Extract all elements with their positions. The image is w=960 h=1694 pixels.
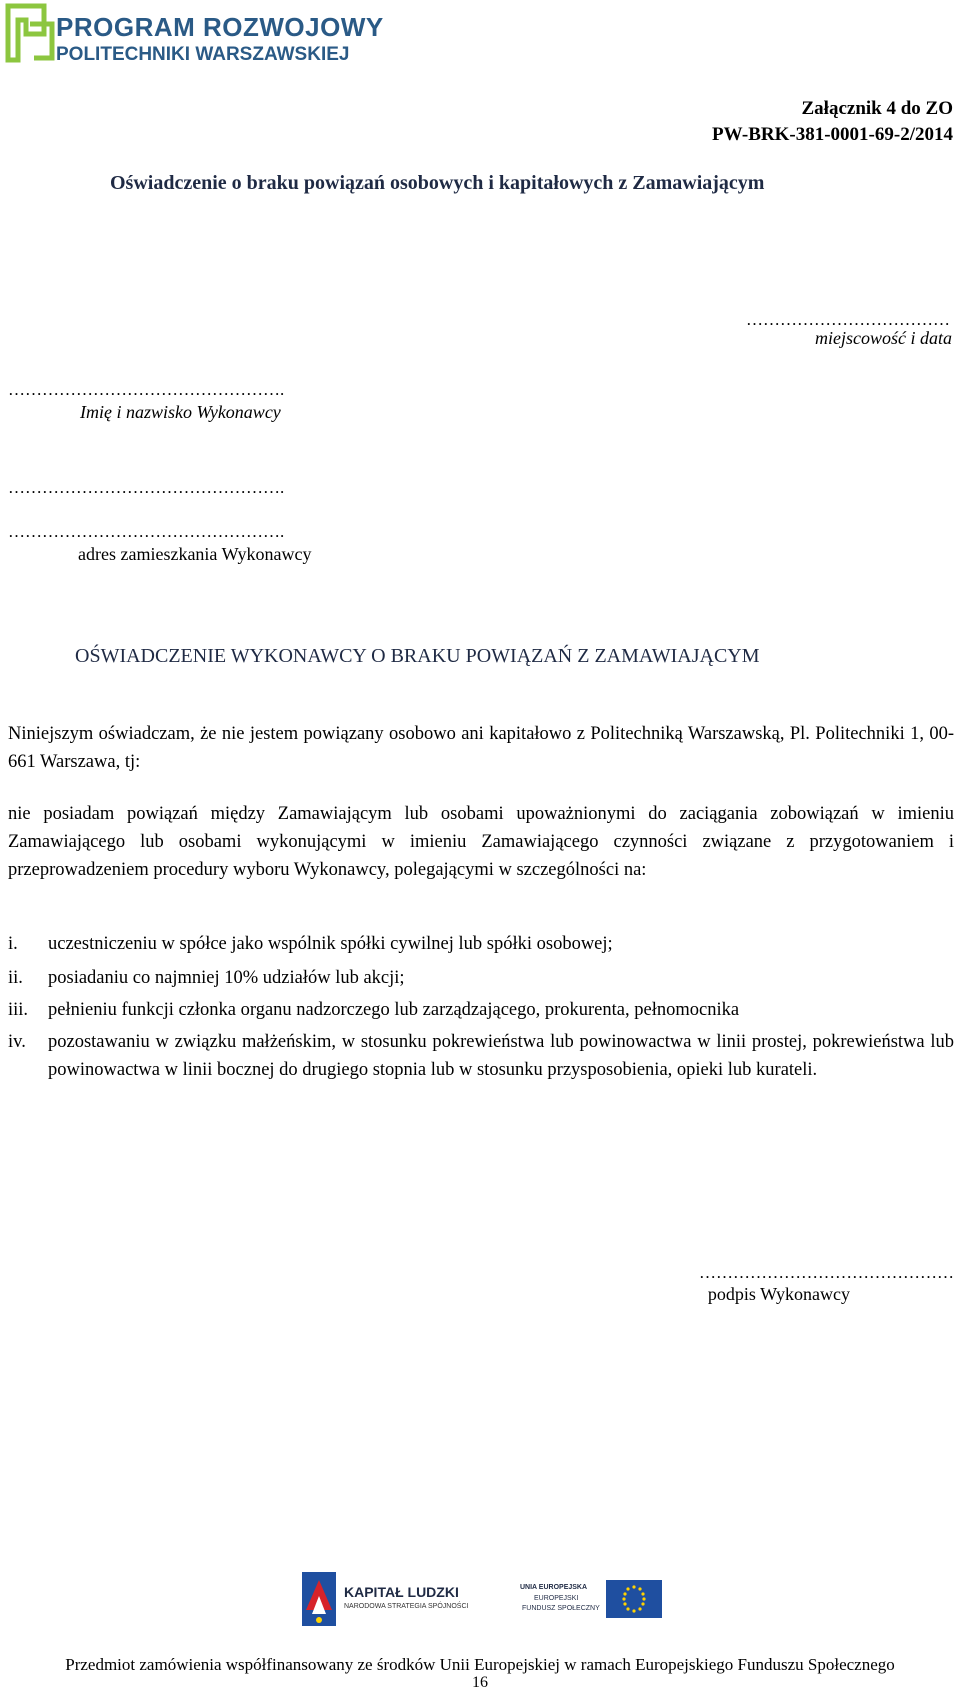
logo-mark-icon: [4, 2, 56, 64]
logo-subtitle: POLITECHNIKI WARSZAWSKIEJ: [56, 44, 350, 65]
place-date-line: ………………………………: [746, 310, 950, 329]
list-item-text: pełnieniu funkcji członka organu nadzorczego lub zarządzającego, prokurenta, pełnomocnika: [48, 1000, 740, 1020]
list-item-number: iii.: [8, 1000, 29, 1020]
statement-paragraph-2: nie posiadam powiązań między Zamawiającym lub osobami upoważnionymi do zaciągania zobowiązań w imieniu Zamawiającego lub osobami wykonującymi w imieniu Zamawiającego czynności związane z przygotowaniem i przeprowadzeniem procedury wyboru Wykonawcy, polegającymi w szczególności na:: [8, 804, 954, 880]
list-item-text: uczestniczeniu w spółce jako wspólnik spółki cywilnej lub spółki osobowej;: [48, 934, 613, 954]
list-item-number: i.: [8, 934, 18, 954]
statement-heading: OŚWIADCZENIE WYKONAWCY O BRAKU POWIĄZAŃ Z ZAMAWIAJĄCYM: [75, 645, 760, 667]
kapital-ludzki-title: KAPITAŁ LUDZKI: [344, 1584, 459, 1600]
kapital-ludzki-emblem-icon: [298, 1570, 340, 1628]
contractor-name-label: Imię i nazwisko Wykonawcy: [80, 402, 281, 422]
signature-line: ………………………………………: [699, 1263, 954, 1282]
kapital-ludzki-logo: [298, 1570, 478, 1630]
eu-social-fund-logo: [520, 1578, 665, 1623]
footer-cofinancing-note: Przedmiot zamówienia współfinansowany ze środków Unii Europejskiej w ramach Europejskiego Funduszu Społecznego: [65, 1655, 895, 1674]
contractor-name-line: ………………………………………….: [8, 380, 285, 399]
attachment-number: Załącznik 4 do ZO: [801, 98, 953, 119]
document-title: Oświadczenie o braku powiązań osobowych i kapitałowych z Zamawiającym: [110, 172, 765, 194]
page-number: 16: [472, 1674, 488, 1691]
eu-label-3: FUNDUSZ SPOŁECZNY: [522, 1605, 600, 1612]
list-item-number: ii.: [8, 968, 23, 988]
address-label: adres zamieszkania Wykonawcy: [78, 544, 312, 564]
program-logo: [0, 0, 384, 72]
list-item-text: pozostawaniu w związku małżeńskim, w stosunku pokrewieństwa lub powinowactwa w linii prostej, pokrewieństwa lub powinowactwa w linii bocznej do drugiego stopnia lub w stosunku przysposobienia, opieki lub kurateli.: [48, 1032, 954, 1080]
statement-paragraph-1: Niniejszym oświadczam, że nie jestem powiązany osobowo ani kapitałowo z Politechniką Warszawską, Pl. Politechniki 1, 00-661 Warszawa, tj:: [8, 724, 954, 772]
eu-flag-icon: [606, 1580, 662, 1618]
address-line-1: ………………………………………….: [8, 478, 285, 497]
eu-label-1: UNIA EUROPEJSKA: [520, 1584, 588, 1591]
list-item-number: iv.: [8, 1032, 26, 1052]
signature-label: podpis Wykonawcy: [707, 1284, 850, 1304]
logo-title: PROGRAM ROZWOJOWY: [56, 12, 384, 42]
eu-label-2: EUROPEJSKI: [534, 1595, 579, 1602]
address-line-2: ………………………………………….: [8, 522, 285, 541]
reference-number: PW-BRK-381-0001-69-2/2014: [712, 124, 953, 145]
kapital-ludzki-subtitle: NARODOWA STRATEGIA SPÓJNOŚCI: [344, 1603, 469, 1610]
place-date-label: miejscowość i data: [815, 328, 952, 348]
list-item-text: posiadaniu co najmniej 10% udziałów lub akcji;: [48, 968, 405, 988]
